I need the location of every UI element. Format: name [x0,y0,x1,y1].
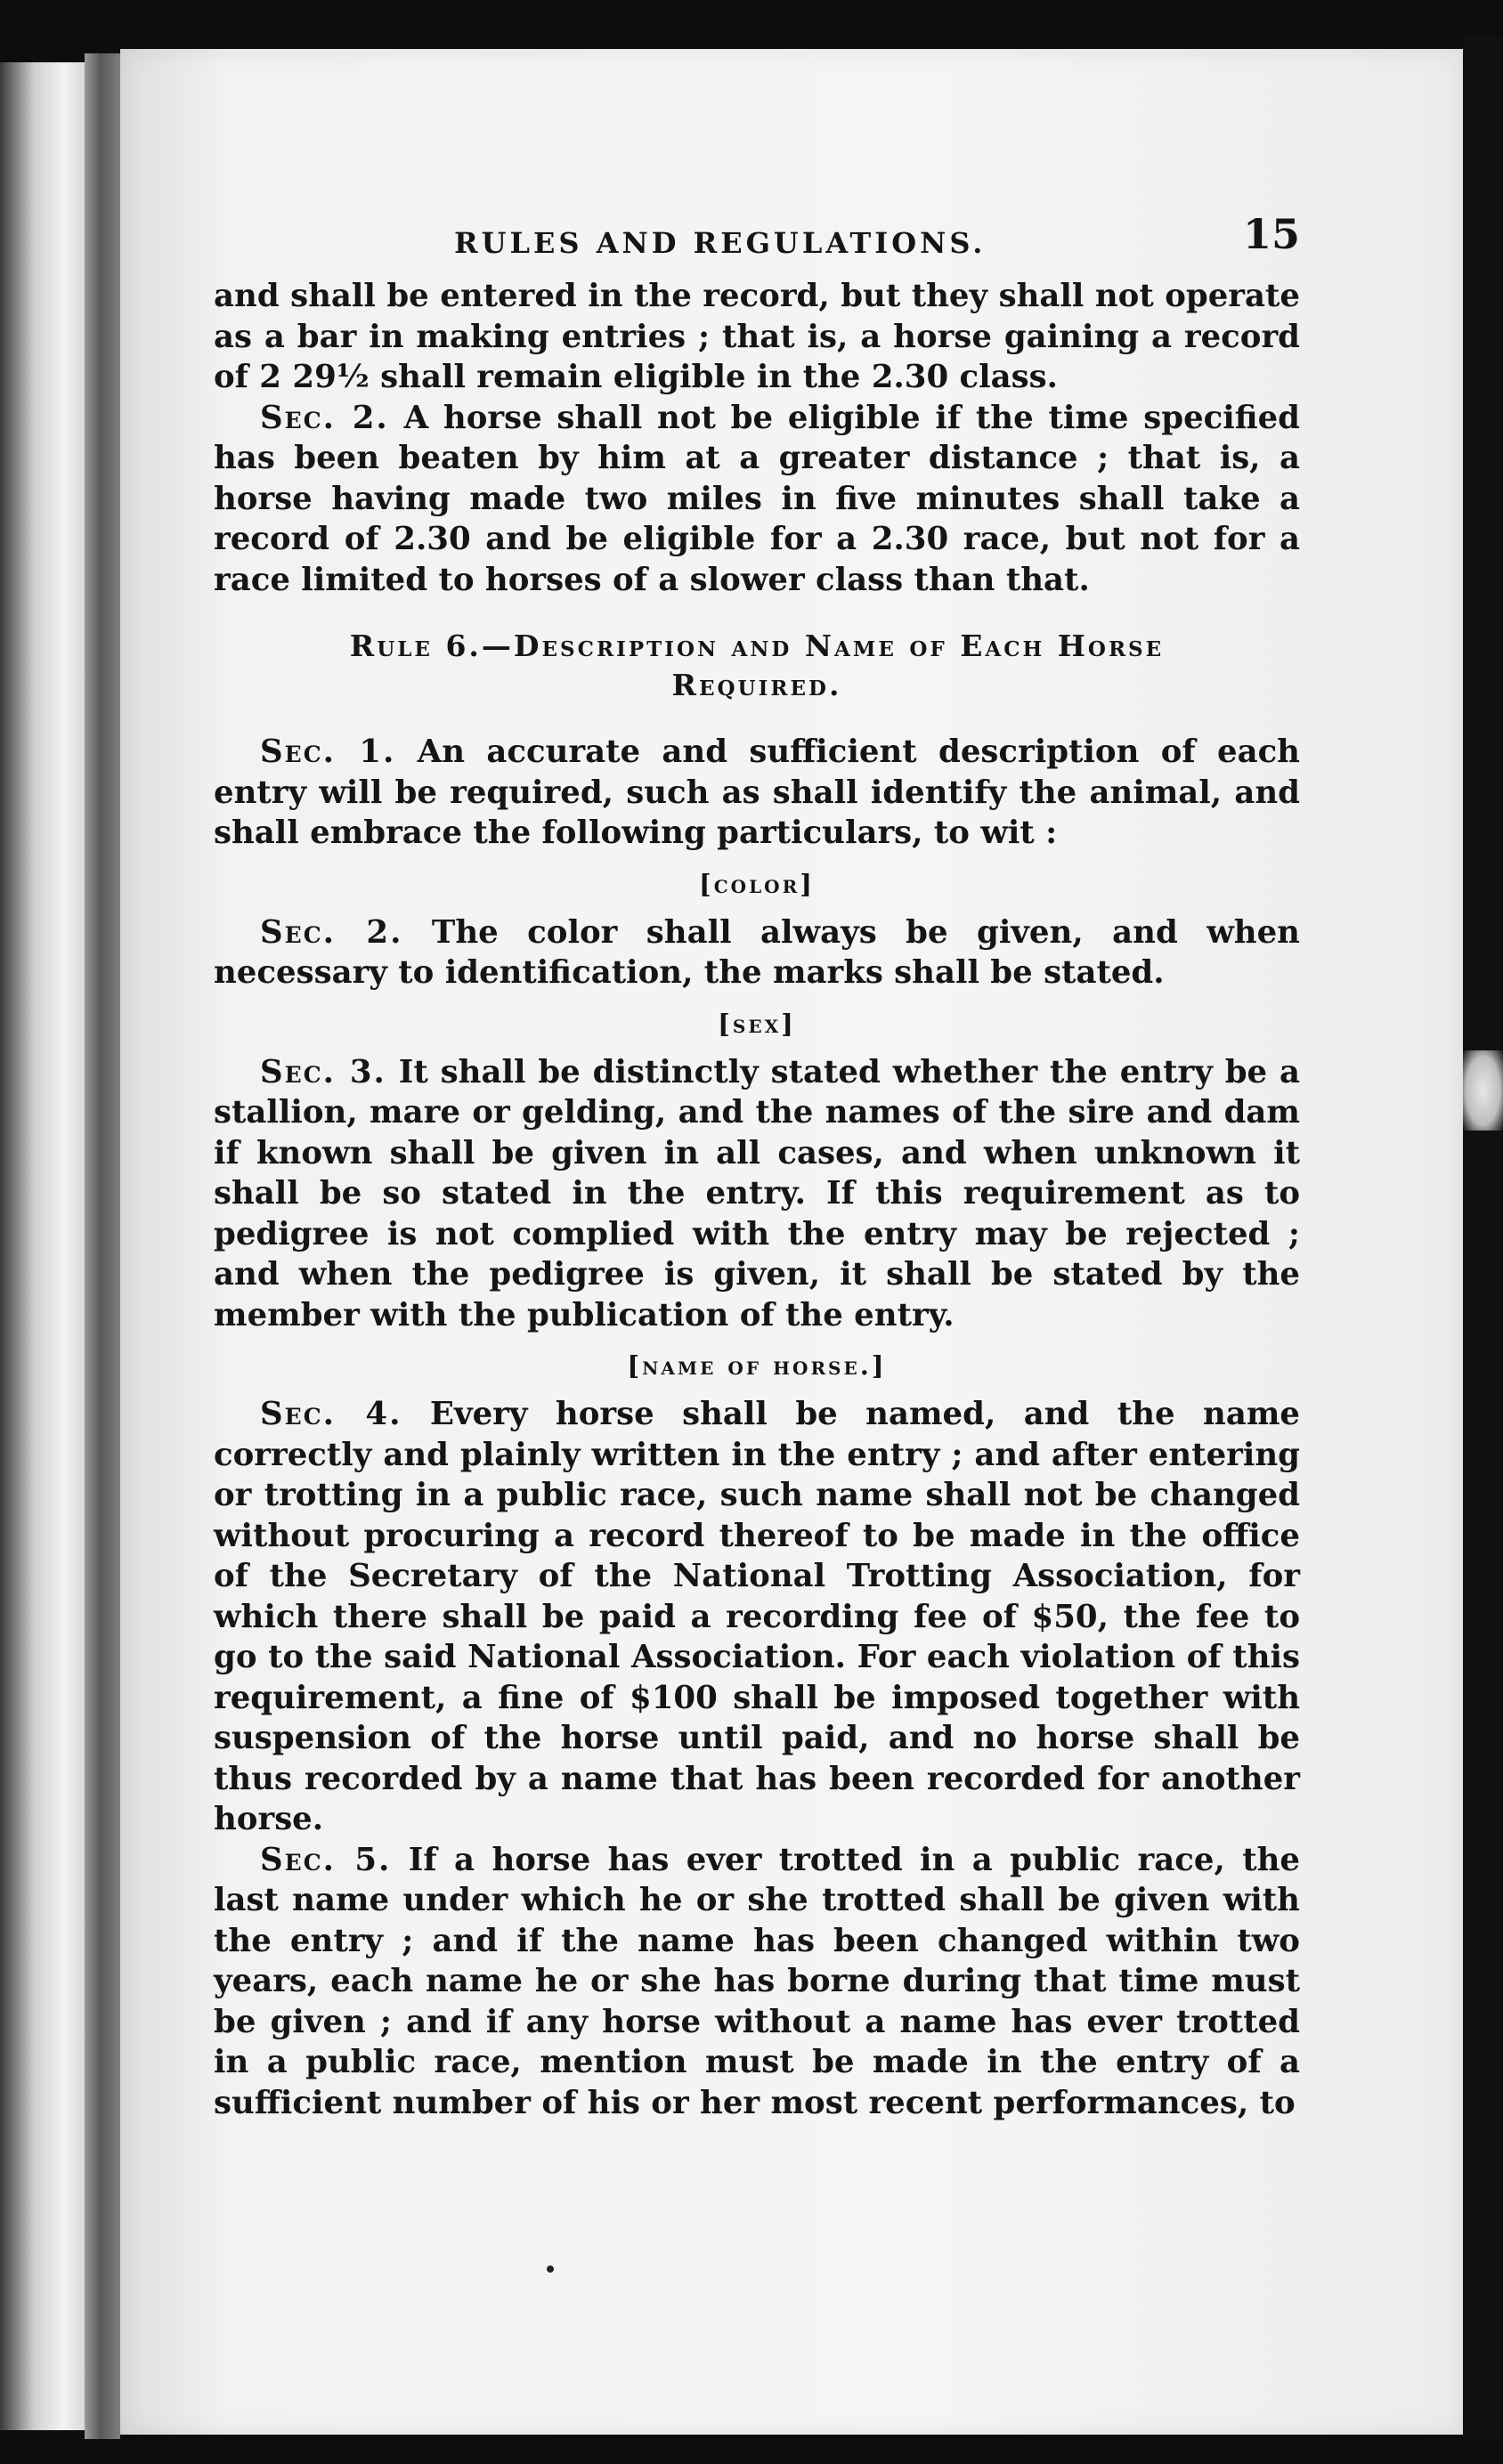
section-text: The color shall always be given, and when necessary to identification, the marks shall be stated. [214,913,1300,991]
page-number: 15 [1242,210,1300,258]
page-content [214,205,1300,2123]
running-head: RULES AND REGULATIONS. [454,226,987,260]
section-text: Every horse shall be named, and the name correctly and plainly written in the entry ; and after entering or trotting in a public race, such name shall not be changed without procuring a record thereof to be made in the office of the Secretary of the National Trotting Association, for which there shall be paid a recording fee of $50, the fee to go to the said National Association. For each violation of this requirement, a fine of $100 shall be imposed together with suspension of the horse until paid, and no horse shall be thus recorded by a name that has been recorded for another horse. [214,1396,1301,1837]
paragraph-sec-3 [214,1052,1300,1336]
ink-dot [547,2265,554,2273]
subhead-sex: [sex] [718,1008,796,1039]
section-label: Sec. 4. [260,1396,402,1432]
rule-heading-line-2: Required. [671,668,842,702]
section-label: Sec. 1. [260,734,396,770]
paragraph-sec-5 [214,1840,1300,2124]
page-border-dark [1463,36,1503,2439]
section-text: A horse shall not be eligible if the time specified has been beaten by him at a greater distance ; that is, a horse having made two miles in five minutes shall take a record of 2.30 and be eligible for a 2.30 race, but not for a race limited to horses of a slower class than that. [214,399,1300,598]
section-text: It shall be distinctly stated whether the entry be a stallion, mare or gelding, and the names of the sire and dam if known shall be given in all cases, and when unknown it shall be so stated in the entry. If this requirement as to pedigree is not complied with the entry may be rejected ; and when the pedigree is given, it shall be stated by the member with the publication of the entry. [214,1053,1300,1333]
page-smudge [1463,1050,1503,1131]
section-label: Sec. 3. [260,1053,386,1090]
facing-page-edge [0,62,85,2430]
section-label: Sec. 5. [260,1841,392,1878]
section-text: An accurate and sufficient description of each entry will be required, such as shall identify the animal, and shall embrace the following particulars, to wit : [214,734,1300,851]
paragraph-sec-2 [214,398,1300,601]
rule-heading [214,627,1300,705]
paragraph-continued: and shall be entered in the record, but they shall not operate as a bar in making entries ; that is, a horse gaining a record of 2 29½ shall remain eligible in the 2.30 class. [214,278,1300,395]
section-label: Sec. 2. [260,913,403,951]
section-label: Sec. 2. [260,399,389,436]
book-gutter [85,53,120,2439]
paragraph-sec-1 [214,732,1300,854]
paragraph-sec-2b [214,912,1300,993]
subhead-color: [color] [699,868,815,899]
section-text: If a horse has ever trotted in a public race, the last name under which he or she trotted shall be given with the entry ; and if the name has been changed within two years, each name he or she has borne during that time must be given ; and if any horse without a name has ever trotted in a public race, mention must be made in the entry of a sufficient number of his or her most recent performances, to [214,1841,1301,2121]
page-header [214,205,1300,276]
rule-heading-line-1: Rule 6.—Description and Name of Each Horse [349,628,1165,663]
paragraph-sec-4 [214,1394,1300,1840]
subhead-name-of-horse: [name of horse.] [627,1350,887,1381]
